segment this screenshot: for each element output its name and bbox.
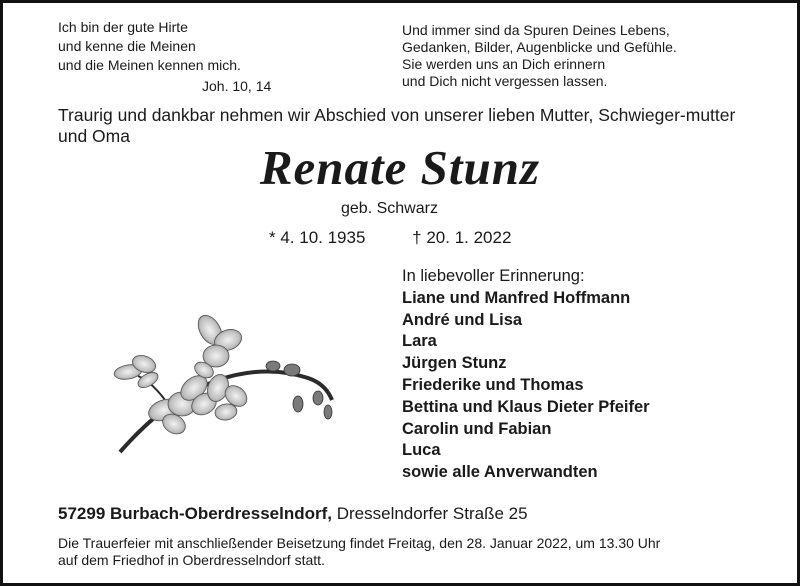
mourner-name: Luca — [402, 441, 441, 460]
maiden-name: geb. Schwarz — [341, 200, 438, 217]
memorial-poem — [402, 22, 677, 90]
bible-verse — [58, 18, 271, 96]
address-street: Dresselndorfer Straße 25 — [336, 504, 528, 523]
poem-line: Und immer sind da Spuren Deines Lebens, — [402, 22, 670, 38]
family-address — [58, 504, 528, 524]
verse-line: und die Meinen kennen mich. — [58, 57, 241, 73]
mourners-list — [402, 266, 650, 484]
mourner-name: Bettina und Klaus Dieter Pfeifer — [402, 397, 650, 416]
mourner-name: Lara — [402, 332, 437, 351]
mourners-heading: In liebevoller Erinnerung: — [402, 267, 585, 285]
service-line: Die Trauerfeier mit anschließender Beisetzung findet Freitag, den 28. Januar 2022, um 13.30 Uhr — [58, 535, 661, 551]
verse-line: und kenne die Meinen — [58, 38, 196, 54]
address-postal-city: 57299 Burbach-Oberdresselndorf, — [58, 504, 332, 523]
poem-line: Sie werden uns an Dich erinnern — [402, 56, 606, 72]
poem-line: und Dich nicht vergessen lassen. — [402, 73, 608, 89]
intro-text: Traurig und dankbar nehmen wir Abschied von unserer lieben Mutter, Schwieger-mutter und Oma — [58, 105, 736, 146]
life-dates — [269, 228, 511, 248]
death-date: † 20. 1. 2022 — [412, 228, 512, 247]
mourner-name: sowie alle Anverwandten — [402, 463, 598, 482]
mourner-name: Friederike und Thomas — [402, 375, 584, 394]
mourner-name: Jürgen Stunz — [402, 354, 507, 373]
service-info — [58, 535, 778, 569]
deceased-name: Renate Stunz — [259, 140, 541, 195]
service-line: auf dem Friedhof in Oberdresselndorf statt. — [58, 552, 325, 568]
orchid-icon — [108, 300, 343, 460]
mourner-name: André und Lisa — [402, 310, 523, 329]
mourner-name: Liane und Manfred Hoffmann — [402, 288, 631, 307]
mourner-name: Carolin und Fabian — [402, 419, 552, 438]
poem-line: Gedanken, Bilder, Augenblicke und Gefühle. — [402, 39, 677, 55]
verse-reference: Joh. 10, 14 — [202, 78, 272, 94]
birth-date: * 4. 10. 1935 — [269, 228, 366, 247]
verse-line: Ich bin der gute Hirte — [58, 19, 188, 35]
